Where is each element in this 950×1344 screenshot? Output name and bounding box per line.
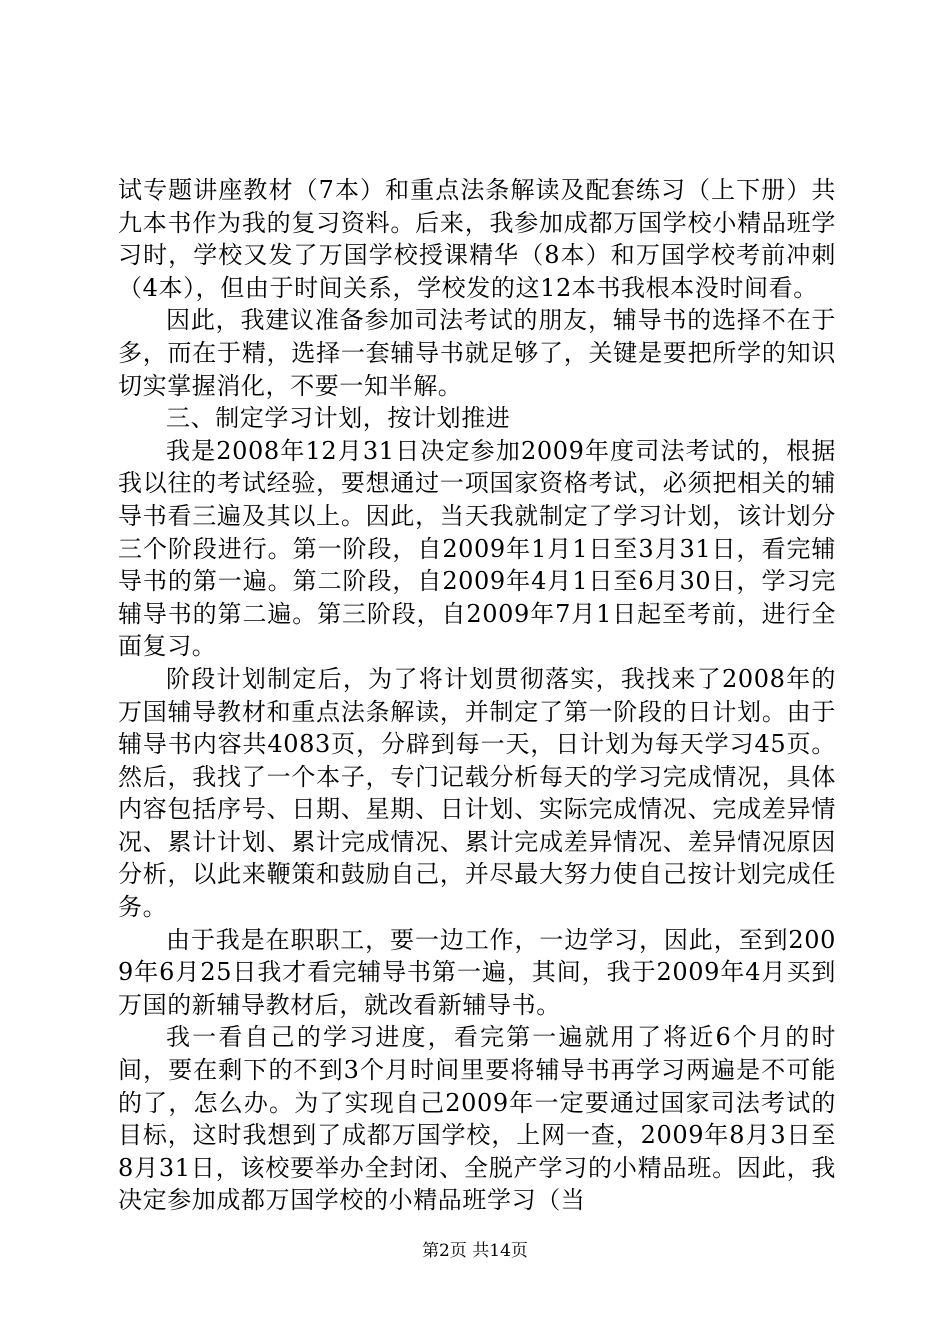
paragraph: 我是2008年12月31日决定参加2009年度司法考试的，根据我以往的考试经验，要想通过一项国家资格考试，必须把相关的辅导书看三遍及其以上。因此，当天我就制定了学习计划，该计划分三个阶段进行。第一阶段，自2009年1月1日至3月31日，看完辅导书的第一遍。第二阶段，自2009年4月1日至6月30日，学习完辅导书的第二遍。第三阶段，自2009年7月1日起至考前，进行全面复习。 <box>118 436 836 661</box>
paragraph: 阶段计划制定后，为了将计划贯彻落实，我找来了2008年的万国辅导教材和重点法条解读，并制定了第一阶段的日计划。由于辅导书内容共4083页，分辟到每一天，日计划为每天学习45页。然后，我找了一个本子，专门记载分析每天的学习完成情况，具体内容包括序号、日期、星期、日计划、实际完成情况、完成差异情况、累计计划、累计完成情况、累计完成差异情况、差异情况原因分析，以此来鞭策和鼓励自己，并尽最大努力使自己按计划完成任务。 <box>118 664 836 922</box>
page-number-footer: 第2页 共14页 <box>422 1241 528 1261</box>
paragraph: 由于我是在职职工，要一边工作，一边学习，因此，至到2009年6月25日我才看完辅导书第一遍，其间，我于2009年4月买到万国的新辅导教材后，就改看新辅导书。 <box>118 925 836 1019</box>
paragraph: 因此，我建议准备参加司法考试的朋友，辅导书的选择不在于多，而在于精，选择一套辅导书就足够了，关键是要把所学的知识切实掌握消化，不要一知半解。 <box>118 306 836 400</box>
document-body <box>118 174 836 1217</box>
paragraph-continued: 试专题讲座教材（7本）和重点法条解读及配套练习（上下册）共九本书作为我的复习资料。后来，我参加成都万国学校小精品班学习时，学校又发了万国学校授课精华（8本）和万国学校考前冲刺（4本），但由于时间关系，学校发的这12本书我根本没时间看。 <box>118 176 836 302</box>
section-heading: 三、制定学习计划，按计划推进 <box>166 404 511 433</box>
paragraph: 我一看自己的学习进度，看完第一遍就用了将近6个月的时间，要在剩下的不到3个月时间里要将辅导书再学习两遍是不可能的了，怎么办。为了实现自己2009年一定要通过国家司法考试的目标，这时我想到了成都万国学校，上网一查，2009年8月3日至8月31日，该校要举办全封闭、全脱产学习的小精品班。因此，我决定参加成都万国学校的小精品班学习（当 <box>118 1023 836 1215</box>
